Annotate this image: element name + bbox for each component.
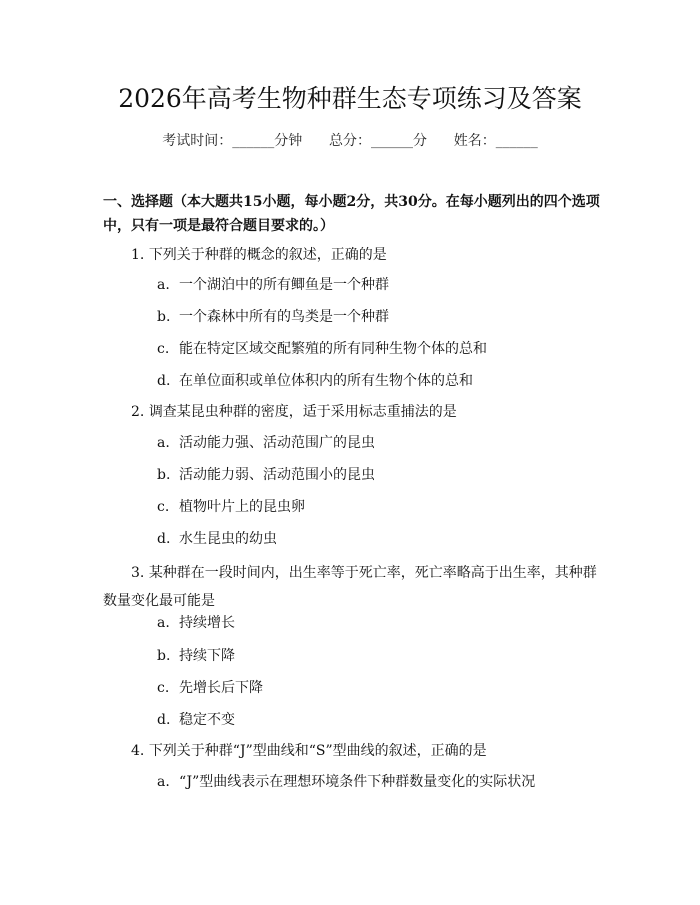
option-letter: d. bbox=[157, 531, 171, 547]
question-3 bbox=[103, 559, 600, 615]
option-text: 植物叶片上的昆虫卵 bbox=[179, 499, 305, 515]
question-number: 2. bbox=[131, 404, 145, 420]
option-text: 活动能力强、活动范围广的昆虫 bbox=[179, 435, 375, 451]
option-letter: d. bbox=[157, 373, 171, 389]
question-1-option-b bbox=[157, 306, 389, 328]
section-heading: 一、选择题（本大题共15小题，每小题2分，共30分。在每小题列出的四个选项中，只有一项是最符合题目要求的。） bbox=[103, 194, 600, 234]
question-3-option-c bbox=[157, 677, 263, 699]
question-2-option-b bbox=[157, 464, 375, 486]
question-3-option-b bbox=[157, 645, 235, 667]
option-text: 稳定不变 bbox=[179, 712, 235, 728]
option-text: 持续下降 bbox=[179, 648, 235, 664]
option-letter: d. bbox=[157, 712, 171, 728]
question-2-option-c bbox=[157, 496, 305, 518]
option-text: 水生昆虫的幼虫 bbox=[179, 531, 277, 547]
question-text: 下列关于种群“J”型曲线和“S”型曲线的叙述，正确的是 bbox=[148, 743, 487, 759]
option-letter: b. bbox=[157, 309, 171, 325]
option-text: 一个森林中所有的鸟类是一个种群 bbox=[179, 309, 389, 325]
question-number: 4. bbox=[131, 743, 145, 759]
question-4 bbox=[131, 740, 601, 762]
option-letter: c. bbox=[157, 341, 170, 357]
page-title: 2026年高考生物种群生态专项练习及答案 bbox=[118, 84, 582, 113]
question-2-option-a bbox=[157, 432, 375, 454]
option-letter: b. bbox=[157, 467, 171, 483]
option-letter: a. bbox=[157, 615, 170, 631]
question-2 bbox=[131, 401, 601, 423]
question-text: 某种群在一段时间内，出生率等于死亡率，死亡率略高于出生率，其种群数量变化最可能是 bbox=[103, 565, 597, 609]
question-text: 下列关于种群的概念的叙述，正确的是 bbox=[148, 247, 387, 263]
question-1-option-c bbox=[157, 338, 487, 360]
option-text: 活动能力弱、活动范围小的昆虫 bbox=[179, 467, 375, 483]
question-1-option-a bbox=[157, 274, 389, 296]
option-letter: c. bbox=[157, 680, 170, 696]
option-letter: a. bbox=[157, 774, 170, 790]
option-text: 一个湖泊中的所有鲫鱼是一个种群 bbox=[179, 277, 389, 293]
option-text: 持续增长 bbox=[179, 615, 235, 631]
option-text: 先增长后下降 bbox=[179, 680, 263, 696]
option-letter: a. bbox=[157, 277, 170, 293]
question-1 bbox=[131, 244, 601, 266]
exam-info-line: 考试时间：______分钟 总分：______分 姓名：______ bbox=[162, 133, 538, 149]
question-4-option-a bbox=[157, 771, 535, 793]
option-letter: b. bbox=[157, 648, 171, 664]
option-text: 在单位面积或单位体积内的所有生物个体的总和 bbox=[179, 373, 473, 389]
question-3-option-d bbox=[157, 709, 235, 731]
option-text: 能在特定区域交配繁殖的所有同种生物个体的总和 bbox=[179, 341, 487, 357]
question-1-option-d bbox=[157, 370, 473, 392]
option-letter: c. bbox=[157, 499, 170, 515]
option-text: “J”型曲线表示在理想环境条件下种群数量变化的实际状况 bbox=[179, 774, 536, 790]
question-number: 3. bbox=[131, 565, 145, 581]
question-number: 1. bbox=[131, 247, 145, 263]
question-2-option-d bbox=[157, 528, 277, 550]
option-letter: a. bbox=[157, 435, 170, 451]
question-3-option-a bbox=[157, 612, 235, 634]
question-text: 调查某昆虫种群的密度，适于采用标志重捕法的是 bbox=[148, 404, 457, 420]
